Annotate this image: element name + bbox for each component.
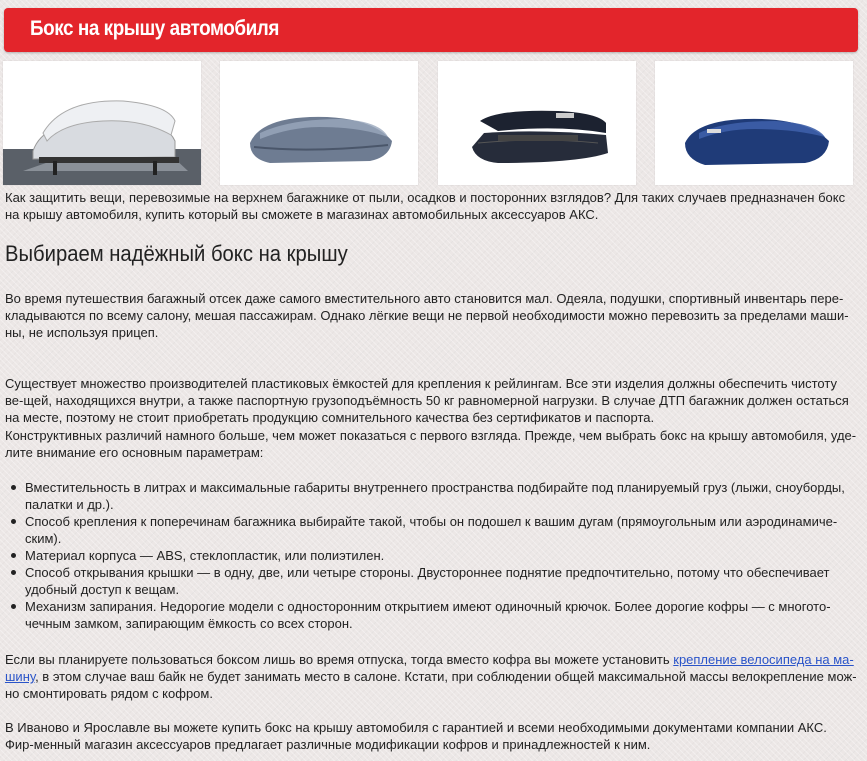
roof-box-grey-icon — [220, 61, 418, 185]
parameters-list — [5, 479, 857, 632]
product-gallery — [3, 61, 863, 185]
section-heading: Выбираем надёжный бокс на крышу — [5, 241, 348, 266]
bullet-icon — [11, 485, 16, 490]
paragraph-5: В Иваново и Ярославле вы можете купить бокс на крышу автомобиля с гарантией и всеми необходимыми документами компании АКС. Фир-менный магазин аксессуаров предлагает различные модификации кофров и принадлежностей к ним. — [5, 720, 827, 752]
gallery-image-2[interactable] — [220, 61, 418, 185]
paragraph-3: Конструктивных различий намного больше, чем может показаться с первого взгляда. Прежде, чем выбрать бокс на крышу автомобиля, уде-лите внимание его основным параметрам: — [5, 428, 857, 460]
gallery-image-1[interactable] — [3, 61, 201, 185]
paragraph-2: Существует множество производителей пластиковых ёмкостей для крепления к рейлингам. Все эти изделия должны обеспечить чистоту ве-щей, находящихся внутри, а также паспортную грузоподъёмность 50 кг равномерной нагрузки. В случае ДТП багажник должен остаться на месте, поэтому не стоит приобретать продукцию сомнительного качества без сертификатов и паспорта. — [5, 376, 849, 425]
list-item: Вместительность в литрах и максимальные габариты внутреннего пространства подбирайте под планируемый груз (лыжи, сноуборды, палатки и др.). — [5, 479, 857, 513]
list-item: Способ крепления к поперечинам багажника выбирайте такой, чтобы он подошел к вашим дугам (прямоугольным или аэродинамиче-ским). — [5, 513, 857, 547]
gallery-image-3[interactable] — [438, 61, 636, 185]
list-item: Материал корпуса — ABS, стеклопластик, или полиэтилен. — [5, 547, 857, 564]
intro-paragraph: Как защитить вещи, перевозимые на верхнем багажнике от пыли, осадков и посторонних взглядов? Для таких случаев предназначен бокс на крышу автомобиля, купить который вы сможете в магазинах автомобильных аксессуаров АКС. — [5, 190, 846, 222]
roof-box-silver-open-icon — [3, 61, 201, 185]
bullet-icon — [11, 519, 16, 524]
list-item: Способ открывания крышки — в одну, две, или четыре стороны. Двустороннее поднятие предпочтительно, потому что обеспечивает удобный доступ к вещам. — [5, 564, 857, 598]
roof-box-black-open-icon — [438, 61, 636, 185]
paragraph-4: Если вы планируете пользоваться боксом лишь во время отпуска, тогда вместо кофра вы можете установить крепление велосипеда на ма-шину, в этом случае ваш байк не будет занимать место в салоне. Кстати, при соблюдении общей максимальной массы велокрепление мож-но смонтировать рядом с кофром. — [5, 652, 857, 701]
roof-box-blue-icon — [655, 61, 853, 185]
list-item: Механизм запирания. Недорогие модели с односторонним открытием имеют одиночный крючок. Более дорогие кофры — с многото-чечным замком, запирающим ёмкость со всех сторон. — [5, 598, 857, 632]
paragraph-1: Во время путешествия багажный отсек даже самого вместительного авто становится мал. Одеяла, подушки, спортивный инвентарь пере-кладываются по всему салону, мешая пассажирам. Однако лёгкие вещи не первой необходимости можно перевозить за пределами маши-ны, не используя прицеп. — [5, 291, 849, 340]
page-title: Бокс на крышу автомобиля — [30, 17, 279, 40]
bullet-icon — [11, 604, 16, 609]
bullet-icon — [11, 553, 16, 558]
page-banner — [4, 8, 858, 52]
gallery-image-4[interactable] — [655, 61, 853, 185]
bullet-icon — [11, 570, 16, 575]
bicycle-mount-link[interactable]: крепление велосипеда на ма-шину — [5, 652, 854, 684]
